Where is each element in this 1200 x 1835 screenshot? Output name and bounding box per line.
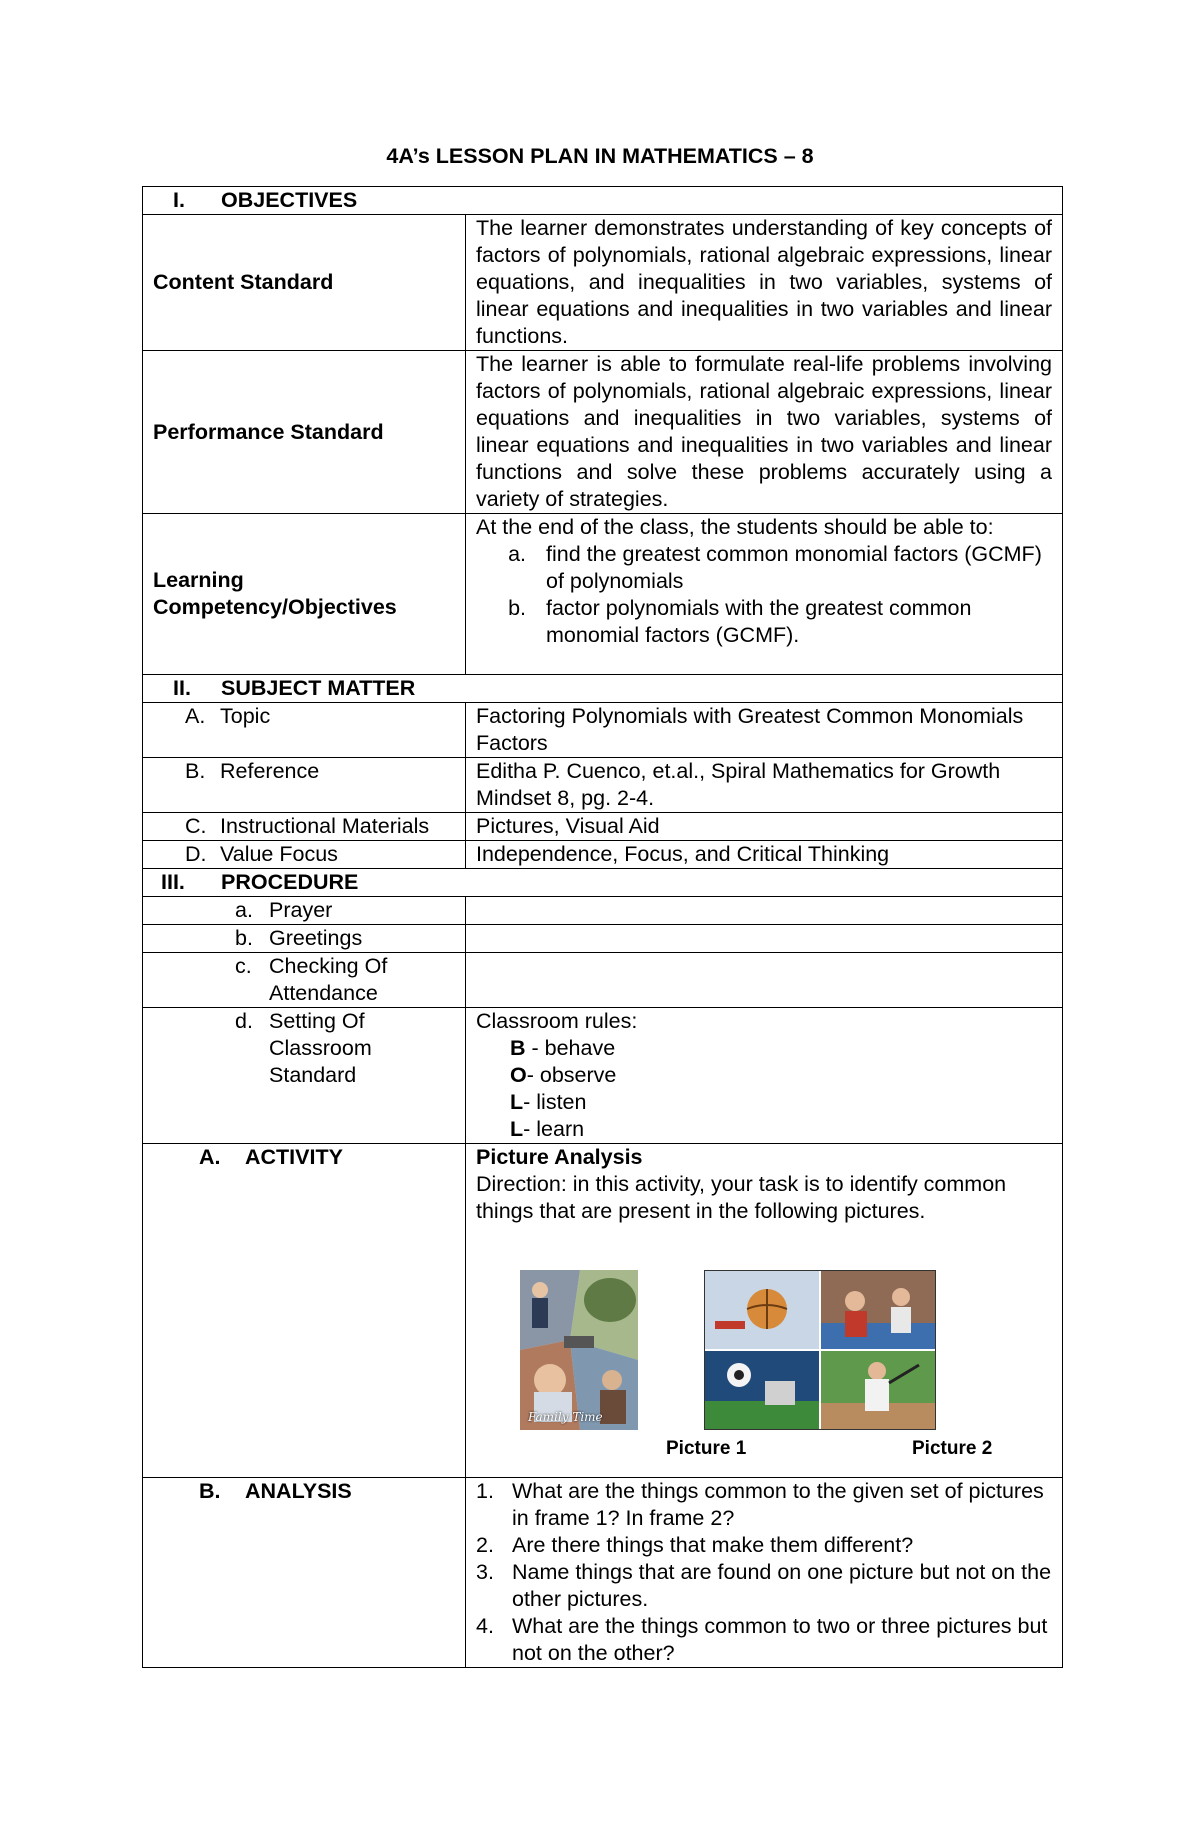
subject-value-value-focus: Independence, Focus, and Critical Thinking (466, 841, 1063, 869)
objective-item: a. find the greatest common monomial factors (GCMF) of polynomials (508, 542, 1042, 593)
procedure-value-attendance (466, 953, 1063, 1008)
procedure-value-prayer (466, 897, 1063, 925)
section-objectives-row (143, 187, 1063, 215)
subject-label-materials: C. Instructional Materials (143, 813, 466, 841)
activity-pictures (476, 1225, 1052, 1477)
objective-item: b. factor polynomials with the greatest common monomial factors (GCMF). (508, 596, 972, 647)
procedure-row-attendance (143, 953, 1063, 1008)
procedure-row-prayer (143, 897, 1063, 925)
activity-row (143, 1144, 1063, 1478)
subject-value-materials: Pictures, Visual Aid (466, 813, 1063, 841)
picture-2-caption: Picture 2 (912, 1438, 993, 1459)
section-subject-matter-row (143, 675, 1063, 703)
section-heading-objectives: I. OBJECTIVES (143, 187, 1063, 215)
analysis-question: 2. Are there things that make them different? (476, 1533, 914, 1557)
subject-row-topic (143, 703, 1063, 758)
subject-value-topic: Factoring Polynomials with Greatest Common Monomials Factors (466, 703, 1063, 758)
performance-standard-text: The learner is able to formulate real-life problems involving factors of polynomials, rational algebraic expressions, linear equations and inequalities in two variables, systems of linear equations and inequalities in two variables and linear functions and solve these problems accurately using a variety of strategies. (466, 351, 1063, 514)
picture-1-caption: Picture 1 (666, 1438, 747, 1459)
performance-standard-row (143, 351, 1063, 514)
procedure-label-greetings: b. Greetings (143, 925, 466, 953)
learning-competency-row (143, 514, 1063, 675)
analysis-question: 3. Name things that are found on one picture but not on the other pictures. (476, 1560, 1052, 1611)
subject-label-reference: B. Reference (143, 758, 466, 813)
activity-direction: Direction: in this activity, your task is to identify common things that are present in the following pictures. (476, 1172, 1007, 1223)
learning-competency-content (466, 514, 1063, 675)
learning-competency-intro: At the end of the class, the students should be able to: (476, 515, 994, 539)
procedure-row-classroom-standard (143, 1008, 1063, 1144)
section-heading-procedure: III. PROCEDURE (143, 869, 1063, 897)
procedure-value-greetings (466, 925, 1063, 953)
analysis-question-list (476, 1478, 1052, 1667)
learning-competency-label: Learning Competency/Objectives (143, 514, 466, 675)
document-title: 4A’s LESSON PLAN IN MATHEMATICS – 8 (386, 144, 814, 168)
procedure-row-greetings (143, 925, 1063, 953)
objective-list (476, 541, 1052, 649)
lesson-plan-table (142, 186, 1063, 1668)
analysis-content (466, 1478, 1063, 1668)
subject-row-materials (143, 813, 1063, 841)
picture-1-watermark: Family Time (528, 1410, 603, 1424)
rule-item: L- listen (510, 1090, 587, 1114)
performance-standard-label: Performance Standard (143, 351, 466, 514)
activity-label: A. ACTIVITY (143, 1144, 466, 1478)
analysis-row (143, 1478, 1063, 1668)
content-standard-text: The learner demonstrates understanding of key concepts of factors of polynomials, rational algebraic expressions, linear equations, and inequalities in two variables, systems of linear equations and inequalities in two variables and linear functions. (466, 215, 1063, 351)
section-procedure-row (143, 869, 1063, 897)
rule-item: L- learn (510, 1117, 585, 1141)
content-standard-label: Content Standard (143, 215, 466, 351)
procedure-label-prayer: a. Prayer (143, 897, 466, 925)
picture-2-image (704, 1270, 936, 1430)
rule-item: O- observe (510, 1063, 617, 1087)
procedure-label-attendance: c. Checking Of Attendance (143, 953, 466, 1008)
picture-1-image (520, 1270, 638, 1430)
subject-row-reference (143, 758, 1063, 813)
analysis-label: B. ANALYSIS (143, 1478, 466, 1668)
analysis-question: 1. What are the things common to the given set of pictures in frame 1? In frame 2? (476, 1479, 1044, 1530)
subject-label-topic: A. Topic (143, 703, 466, 758)
subject-label-value-focus: D. Value Focus (143, 841, 466, 869)
activity-content (466, 1144, 1063, 1478)
analysis-question: 4. What are the things common to two or three pictures but not on the other? (476, 1614, 1048, 1665)
classroom-rules: Classroom rules: B - behave O- observe L- listen L- learn (466, 1008, 1063, 1144)
section-heading-subject-matter: II. SUBJECT MATTER (143, 675, 1063, 703)
content-standard-row (143, 215, 1063, 351)
procedure-label-classroom-standard: d. Setting Of Classroom Standard (143, 1008, 466, 1144)
rule-item: B - behave (510, 1036, 616, 1060)
activity-title: Picture Analysis (476, 1145, 643, 1169)
subject-value-reference: Editha P. Cuenco, et.al., Spiral Mathematics for Growth Mindset 8, pg. 2-4. (466, 758, 1063, 813)
subject-row-value-focus (143, 841, 1063, 869)
